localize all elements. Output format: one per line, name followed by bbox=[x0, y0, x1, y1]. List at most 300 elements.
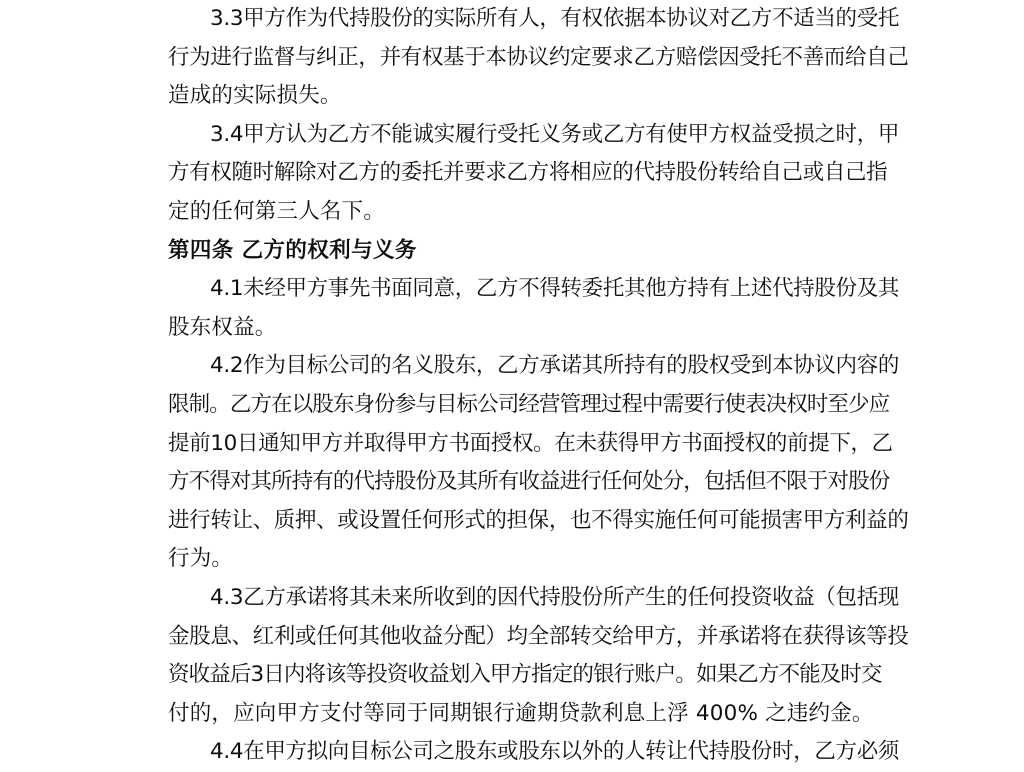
line-glyph: 方 bbox=[750, 6, 773, 31]
line-glyph: ， bbox=[358, 44, 380, 70]
line-glyph: 使 bbox=[666, 121, 688, 147]
line-glyph: 方 bbox=[264, 6, 286, 31]
line-glyph: 须 bbox=[877, 739, 899, 765]
line-glyph: 将 bbox=[304, 662, 326, 688]
line-glyph: 他 bbox=[379, 623, 401, 649]
line-glyph: 方 bbox=[757, 662, 779, 688]
line-glyph: 的 bbox=[412, 6, 434, 31]
line-glyph: 本 bbox=[485, 44, 507, 70]
line-glyph: 人 bbox=[518, 6, 540, 31]
line-glyph: 甲 bbox=[243, 121, 265, 147]
line-glyph: 承 bbox=[539, 353, 561, 379]
line-glyph: 。 bbox=[209, 391, 230, 417]
line-glyph: 司 bbox=[412, 739, 434, 765]
line-glyph: 其 bbox=[581, 353, 603, 379]
line-glyph: 乙 bbox=[229, 391, 251, 417]
line-glyph: 指 bbox=[866, 160, 888, 186]
line-glyph: 进 bbox=[559, 469, 581, 495]
line-glyph: 其 bbox=[250, 469, 272, 495]
line-glyph: 甲 bbox=[877, 121, 899, 147]
line-glyph: 损 bbox=[760, 507, 782, 533]
line-glyph: 托 bbox=[518, 121, 540, 147]
text-line: 付的，应向甲方支付等同于同期银行逾期贷款利息上浮 400% 之违约金。 bbox=[168, 700, 874, 726]
line-glyph: 包 bbox=[835, 584, 857, 610]
line-glyph: 依 bbox=[602, 6, 624, 31]
line-glyph: 东 bbox=[454, 353, 476, 379]
line-glyph: 行 bbox=[613, 662, 635, 688]
line-glyph: 授 bbox=[723, 430, 745, 456]
line-glyph: 经 bbox=[264, 276, 286, 302]
line-glyph: 拟 bbox=[306, 739, 328, 765]
line-glyph: 面 bbox=[702, 430, 724, 456]
line-glyph: 取 bbox=[363, 430, 386, 456]
line-glyph: 未 bbox=[575, 430, 597, 456]
line-glyph: 利 bbox=[845, 507, 867, 533]
line-glyph: 甲 bbox=[406, 430, 428, 456]
line-glyph: 义 bbox=[539, 121, 561, 147]
line-glyph: 的 bbox=[887, 507, 909, 533]
line-glyph: 、 bbox=[252, 507, 274, 533]
line-glyph: 的 bbox=[877, 353, 899, 379]
line-glyph: 生 bbox=[645, 584, 667, 610]
line-glyph: 划 bbox=[448, 662, 470, 688]
line-glyph: 形 bbox=[443, 507, 465, 533]
line-glyph: 应 bbox=[868, 391, 890, 417]
line-glyph: 包 bbox=[703, 469, 725, 495]
line-glyph: 监 bbox=[252, 44, 274, 70]
line-glyph: 方 bbox=[264, 121, 286, 147]
text-line bbox=[168, 154, 888, 193]
line-glyph: 方 bbox=[823, 507, 845, 533]
line-glyph: 限 bbox=[786, 469, 807, 495]
line-glyph: 方 bbox=[264, 584, 286, 610]
line-glyph: 日 bbox=[236, 430, 259, 456]
line-glyph: 股 bbox=[675, 160, 697, 186]
line-glyph: 通 bbox=[258, 430, 280, 456]
line-glyph: 进 bbox=[210, 44, 232, 70]
line-glyph: 获 bbox=[596, 430, 618, 456]
line-glyph: 利 bbox=[273, 623, 295, 649]
line-glyph: 持 bbox=[539, 584, 561, 610]
line-glyph: 收 bbox=[772, 584, 794, 610]
line-glyph: 的 bbox=[666, 584, 688, 610]
line-glyph: 受 bbox=[772, 121, 794, 147]
line-glyph: 所 bbox=[602, 353, 624, 379]
text-line bbox=[168, 579, 899, 618]
text-line bbox=[168, 270, 899, 309]
text-line bbox=[168, 0, 899, 39]
line-glyph: 该 bbox=[845, 623, 867, 649]
line-glyph: 行 bbox=[580, 469, 601, 495]
line-glyph: 对 bbox=[827, 469, 849, 495]
line-glyph: 到 bbox=[454, 584, 476, 610]
line-glyph: 4.4 bbox=[210, 739, 244, 765]
line-glyph: 要 bbox=[591, 44, 613, 70]
line-glyph: 托 bbox=[760, 44, 782, 70]
line-glyph: 诺 bbox=[560, 353, 582, 379]
line-glyph: 代 bbox=[772, 276, 794, 302]
line-glyph: 不 bbox=[188, 469, 210, 495]
line-glyph: ， bbox=[675, 623, 697, 649]
line-glyph: 时 bbox=[835, 121, 857, 147]
line-glyph: 或 bbox=[497, 739, 519, 765]
line-glyph: 到 bbox=[750, 353, 773, 379]
line-glyph: （ bbox=[814, 584, 836, 610]
line-glyph: 部 bbox=[548, 623, 570, 649]
line-glyph: 的 bbox=[379, 160, 401, 186]
line-glyph: 行 bbox=[168, 44, 190, 70]
line-glyph: 转 bbox=[569, 623, 592, 649]
line-glyph: 份 bbox=[696, 160, 719, 186]
line-glyph: 有 bbox=[645, 121, 667, 147]
line-glyph: 以 bbox=[291, 391, 313, 417]
line-glyph: ） bbox=[485, 623, 507, 649]
line-glyph: 在 bbox=[781, 623, 803, 649]
line-glyph: 协 bbox=[666, 6, 688, 31]
line-glyph: 名 bbox=[391, 353, 413, 379]
line-glyph: 其 bbox=[623, 276, 646, 302]
line-glyph: 甲 bbox=[687, 121, 709, 147]
line-glyph: 4.2 bbox=[210, 353, 244, 379]
line-glyph: 善 bbox=[802, 44, 824, 70]
line-glyph: 司 bbox=[348, 353, 371, 379]
line-glyph: 并 bbox=[342, 430, 364, 456]
line-glyph: 红 bbox=[252, 623, 274, 649]
line-glyph: 公 bbox=[391, 739, 413, 765]
line-glyph: 股 bbox=[189, 623, 211, 649]
line-glyph: 标 bbox=[456, 391, 478, 417]
line-glyph: 内 bbox=[835, 353, 857, 379]
line-glyph: 指 bbox=[531, 662, 552, 688]
line-glyph: 甲 bbox=[489, 662, 511, 688]
line-glyph: 现 bbox=[877, 584, 899, 610]
line-glyph: 何 bbox=[621, 469, 643, 495]
line-glyph: 适 bbox=[793, 6, 815, 31]
line-glyph: 权 bbox=[512, 430, 534, 456]
line-glyph: 的 bbox=[485, 507, 507, 533]
line-glyph: 有 bbox=[312, 469, 333, 495]
line-glyph: 议 bbox=[527, 44, 549, 70]
heading-article-4 bbox=[168, 232, 860, 271]
text-line bbox=[168, 386, 890, 425]
line-glyph: 的 bbox=[666, 353, 688, 379]
line-glyph: 下 bbox=[829, 430, 851, 456]
line-glyph: 限 bbox=[168, 391, 189, 417]
line-glyph: 或 bbox=[802, 160, 824, 186]
line-glyph: 的 bbox=[835, 6, 857, 31]
line-glyph: 收 bbox=[400, 623, 422, 649]
line-glyph: 股 bbox=[394, 469, 416, 495]
line-glyph: 程 bbox=[621, 391, 643, 417]
line-glyph: 诺 bbox=[306, 584, 328, 610]
line-glyph: 任 bbox=[675, 507, 697, 533]
text-line: 定的任何第三人名下。 bbox=[168, 198, 386, 224]
line-glyph: 并 bbox=[443, 160, 465, 186]
line-glyph: 股 bbox=[814, 276, 836, 302]
section-heading: 第四条 乙方的权利与义务 bbox=[168, 237, 417, 263]
line-glyph: 少 bbox=[848, 391, 869, 417]
line-glyph: 赔 bbox=[675, 44, 697, 70]
line-glyph: 知 bbox=[279, 430, 301, 456]
line-glyph: 、 bbox=[316, 507, 338, 533]
line-glyph: 行 bbox=[475, 121, 498, 147]
line-glyph: 不 bbox=[765, 469, 787, 495]
text-line bbox=[168, 656, 882, 695]
line-glyph: 其 bbox=[358, 623, 380, 649]
line-glyph: 的 bbox=[332, 469, 354, 495]
line-glyph: 承 bbox=[718, 623, 740, 649]
line-glyph: 未 bbox=[243, 276, 265, 302]
line-glyph: 让 bbox=[231, 507, 253, 533]
line-glyph: 权 bbox=[744, 430, 766, 456]
line-glyph: 股 bbox=[729, 739, 751, 765]
text-line bbox=[168, 347, 899, 386]
line-glyph: 面 bbox=[469, 430, 491, 456]
line-glyph: 所 bbox=[602, 584, 624, 610]
line-glyph: 益 bbox=[428, 662, 449, 688]
line-glyph: 甲 bbox=[633, 623, 655, 649]
line-glyph: 股 bbox=[312, 391, 333, 417]
line-glyph: 收 bbox=[433, 584, 455, 610]
line-glyph: 押 bbox=[294, 507, 317, 533]
line-glyph: 方 bbox=[666, 276, 688, 302]
line-glyph: 方 bbox=[510, 662, 532, 688]
text-line bbox=[168, 733, 899, 772]
text-line bbox=[168, 502, 909, 541]
paragraph-clause-4-2 bbox=[168, 347, 909, 579]
line-glyph: 其 bbox=[877, 276, 899, 302]
line-glyph: 方 bbox=[708, 121, 730, 147]
line-glyph: 管 bbox=[559, 391, 581, 417]
line-glyph: 向 bbox=[327, 739, 349, 765]
line-glyph: 将 bbox=[548, 160, 570, 186]
line-glyph: 任 bbox=[687, 584, 709, 610]
line-glyph: 目 bbox=[285, 353, 307, 379]
line-glyph: 转 bbox=[645, 739, 667, 765]
line-glyph: 乙 bbox=[497, 353, 519, 379]
line-glyph: 本 bbox=[772, 353, 794, 379]
line-glyph: 方 bbox=[285, 739, 307, 765]
line-glyph: 将 bbox=[760, 623, 782, 649]
line-glyph: 持 bbox=[291, 469, 313, 495]
text-line: 造成的实际损失。 bbox=[168, 83, 342, 109]
line-glyph: 益 bbox=[421, 623, 444, 649]
line-glyph: 分 bbox=[662, 469, 684, 495]
line-glyph: 配 bbox=[464, 623, 486, 649]
line-glyph: 时 bbox=[252, 160, 274, 186]
line-glyph: 使 bbox=[724, 391, 746, 417]
line-glyph: 公 bbox=[477, 391, 498, 417]
line-glyph: 实 bbox=[633, 507, 655, 533]
line-glyph: 能 bbox=[391, 121, 413, 147]
line-glyph: 理 bbox=[580, 391, 601, 417]
line-glyph: 协 bbox=[506, 44, 528, 70]
line-glyph: 3.3 bbox=[210, 6, 244, 31]
line-glyph: 委 bbox=[581, 276, 603, 302]
line-glyph: 议 bbox=[814, 353, 836, 379]
line-glyph: 及 bbox=[856, 276, 878, 302]
line-glyph: 益 bbox=[793, 584, 815, 610]
line-glyph: 约 bbox=[548, 44, 570, 70]
line-glyph: 义 bbox=[412, 353, 434, 379]
line-glyph: 不 bbox=[772, 6, 794, 31]
line-glyph: 不 bbox=[781, 44, 803, 70]
line-glyph: 转 bbox=[718, 160, 740, 186]
line-glyph: 方 bbox=[348, 121, 371, 147]
line-glyph: 如 bbox=[696, 662, 717, 688]
line-glyph: 及 bbox=[435, 469, 457, 495]
text-line: 行为。 bbox=[168, 546, 234, 572]
line-glyph: 方 bbox=[518, 353, 540, 379]
line-glyph: 标 bbox=[306, 353, 328, 379]
line-glyph: 或 bbox=[337, 507, 359, 533]
line-glyph: 方 bbox=[358, 160, 380, 186]
line-glyph: 与 bbox=[415, 391, 436, 417]
line-glyph: 于 bbox=[806, 469, 828, 495]
line-glyph: 承 bbox=[285, 584, 307, 610]
line-glyph: 份 bbox=[374, 391, 395, 417]
line-glyph: 均 bbox=[506, 623, 528, 649]
line-glyph: 己 bbox=[887, 44, 909, 70]
line-glyph: 方 bbox=[250, 391, 272, 417]
line-glyph: 得 bbox=[209, 469, 230, 495]
line-glyph: 不 bbox=[518, 276, 540, 302]
line-glyph: 述 bbox=[750, 276, 773, 302]
line-glyph: 书 bbox=[448, 430, 470, 456]
line-glyph: ， bbox=[539, 6, 561, 31]
line-glyph: 得 bbox=[617, 430, 639, 456]
line-glyph: 投 bbox=[887, 623, 909, 649]
line-glyph: 入 bbox=[469, 662, 490, 688]
line-glyph: 之 bbox=[814, 121, 836, 147]
line-glyph: 有 bbox=[560, 6, 582, 31]
line-glyph: 作 bbox=[285, 6, 307, 31]
line-glyph: 在 bbox=[271, 391, 292, 417]
line-glyph: 书 bbox=[370, 276, 392, 302]
line-glyph: 、 bbox=[231, 623, 253, 649]
line-glyph: 股 bbox=[560, 584, 582, 610]
line-glyph: 同 bbox=[412, 276, 434, 302]
line-glyph: 外 bbox=[581, 739, 603, 765]
line-glyph: 定 bbox=[551, 662, 573, 688]
line-glyph: 括 bbox=[724, 469, 746, 495]
line-glyph: 收 bbox=[518, 469, 539, 495]
line-glyph: 乙 bbox=[871, 430, 893, 456]
line-glyph: 应 bbox=[591, 160, 613, 186]
line-glyph: 不 bbox=[591, 507, 613, 533]
line-glyph: 方 bbox=[168, 469, 189, 495]
line-glyph: 任 bbox=[400, 507, 422, 533]
line-glyph: 托 bbox=[602, 276, 624, 302]
line-glyph: 托 bbox=[421, 160, 444, 186]
line-glyph: 要 bbox=[464, 160, 486, 186]
line-glyph: 股 bbox=[687, 353, 709, 379]
line-glyph: 代 bbox=[518, 584, 540, 610]
line-glyph: 也 bbox=[569, 507, 592, 533]
line-glyph: 自 bbox=[760, 160, 782, 186]
line-glyph: 括 bbox=[856, 584, 878, 610]
line-glyph: 乙 bbox=[737, 662, 758, 688]
line-glyph: 面 bbox=[391, 276, 413, 302]
line-glyph: 全 bbox=[527, 623, 549, 649]
line-glyph: 质 bbox=[273, 507, 295, 533]
line-glyph: 为 bbox=[306, 6, 328, 31]
line-glyph: 为 bbox=[306, 121, 328, 147]
line-glyph: 乙 bbox=[475, 276, 498, 302]
line-glyph: 表 bbox=[745, 391, 766, 417]
line-glyph: 议 bbox=[687, 6, 709, 31]
line-glyph: 对 bbox=[316, 160, 338, 186]
line-glyph: 权 bbox=[581, 6, 603, 31]
line-glyph: 受 bbox=[729, 353, 751, 379]
line-glyph: 代 bbox=[687, 739, 709, 765]
line-glyph: 转 bbox=[560, 276, 582, 302]
line-glyph: 方 bbox=[497, 276, 519, 302]
line-glyph: 求 bbox=[485, 160, 507, 186]
line-glyph: 让 bbox=[666, 739, 688, 765]
line-glyph: 乙 bbox=[814, 739, 836, 765]
line-glyph: 乙 bbox=[729, 6, 751, 31]
line-glyph: 乙 bbox=[602, 121, 624, 147]
line-glyph: 害 bbox=[781, 507, 803, 533]
paragraph-clause-3-3 bbox=[168, 0, 909, 116]
line-glyph: 持 bbox=[623, 353, 646, 379]
line-glyph: 过 bbox=[600, 391, 622, 417]
line-glyph: 等 bbox=[866, 623, 888, 649]
line-glyph: 上 bbox=[729, 276, 751, 302]
line-glyph: 益 bbox=[209, 662, 230, 688]
line-glyph: 的 bbox=[370, 353, 392, 379]
line-glyph: 行 bbox=[703, 391, 725, 417]
line-glyph: 果 bbox=[716, 662, 738, 688]
line-glyph: 先 bbox=[348, 276, 371, 302]
line-glyph: 银 bbox=[592, 662, 614, 688]
line-glyph: 分 bbox=[443, 623, 465, 649]
paragraph-clause-3-4 bbox=[168, 116, 899, 232]
line-glyph: 10 bbox=[210, 430, 237, 456]
line-glyph: 前 bbox=[189, 430, 211, 456]
line-glyph: 甲 bbox=[802, 507, 824, 533]
line-glyph: 收 bbox=[188, 662, 210, 688]
line-glyph: 有 bbox=[708, 276, 730, 302]
line-glyph: 有 bbox=[497, 6, 519, 31]
line-glyph: 方 bbox=[427, 430, 449, 456]
line-glyph: 交 bbox=[591, 623, 613, 649]
line-glyph: 份 bbox=[581, 584, 603, 610]
line-glyph: 有 bbox=[645, 353, 667, 379]
line-glyph: 得 bbox=[612, 507, 634, 533]
line-glyph: 进 bbox=[168, 507, 190, 533]
line-glyph: 纠 bbox=[316, 44, 338, 70]
line-glyph: 资 bbox=[168, 662, 189, 688]
line-glyph: 随 bbox=[231, 160, 253, 186]
line-glyph: 自 bbox=[866, 44, 888, 70]
line-glyph: 标 bbox=[370, 739, 392, 765]
line-glyph: 代 bbox=[327, 6, 349, 31]
line-glyph: 未 bbox=[370, 584, 392, 610]
line-glyph: 方 bbox=[306, 276, 328, 302]
line-glyph: 任 bbox=[600, 469, 622, 495]
line-glyph: 相 bbox=[569, 160, 592, 186]
line-glyph: 施 bbox=[654, 507, 676, 533]
line-glyph: 制 bbox=[188, 391, 210, 417]
line-glyph: 作 bbox=[243, 353, 265, 379]
line-glyph: 担 bbox=[506, 507, 528, 533]
line-glyph: 正 bbox=[337, 44, 359, 70]
line-glyph: 己 bbox=[781, 160, 803, 186]
line-glyph: 所 bbox=[477, 469, 498, 495]
line-glyph: 偿 bbox=[696, 44, 719, 70]
